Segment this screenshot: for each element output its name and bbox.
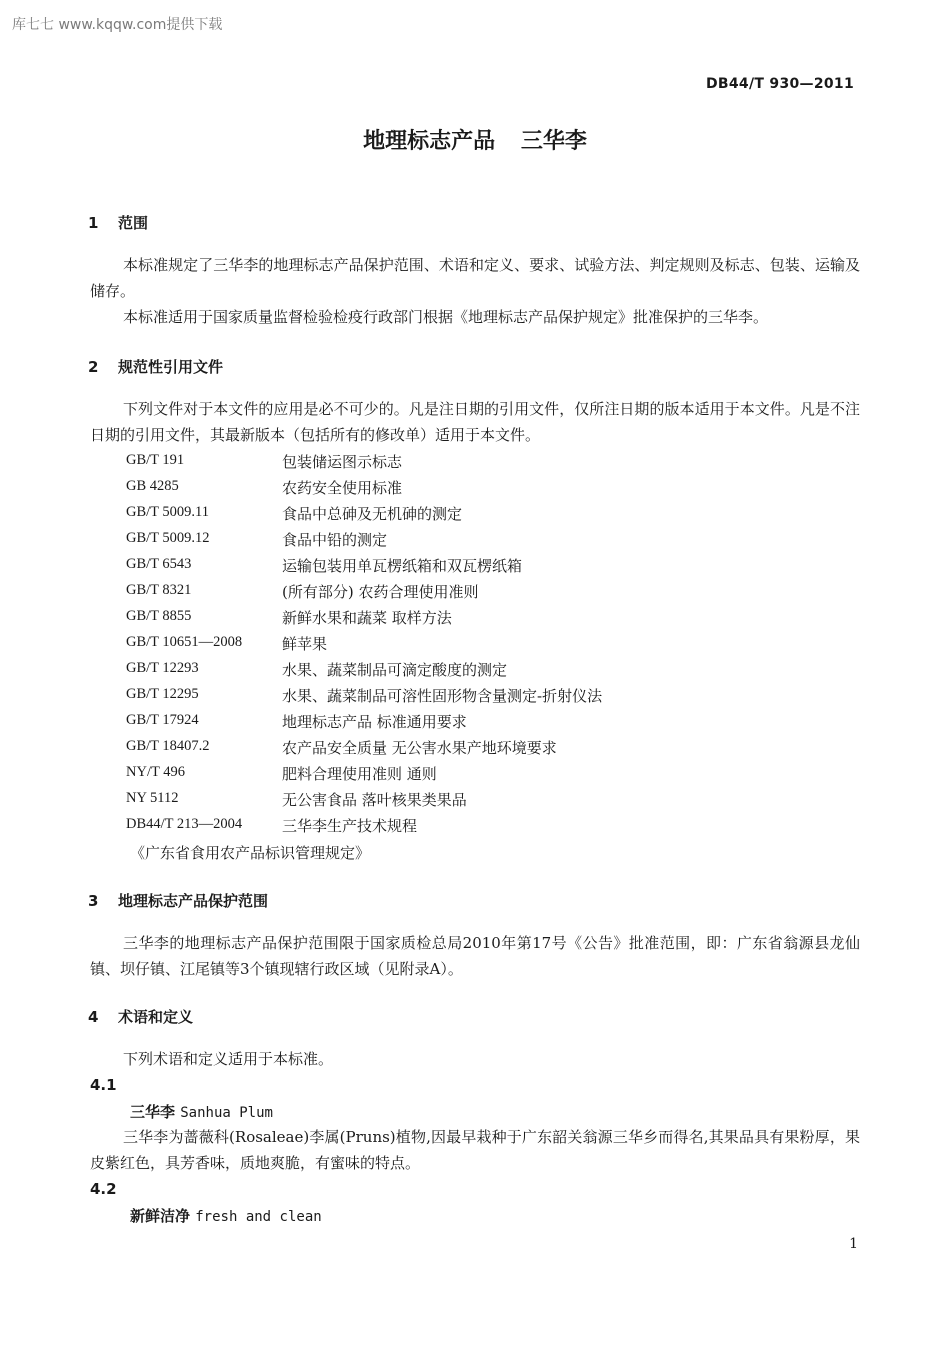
ref-code: GB/T 17924 (126, 712, 199, 728)
section-4-heading (88, 1006, 193, 1027)
term-zh: 新鲜洁净 (130, 1207, 191, 1225)
section-number: 4 (88, 1008, 99, 1026)
section-heading-text: 术语和定义 (118, 1008, 194, 1026)
document-number: DB44/T 930—2011 (706, 76, 854, 92)
section-1-paragraph-2: 本标准适用于国家质量监督检验检疫行政部门根据《地理标志产品保护规定》批准保护的三华李。 (123, 308, 769, 326)
ref-code: GB/T 8321 (126, 582, 192, 598)
section-number: 3 (88, 892, 99, 910)
page-title: 地理标志产品 三华李 (363, 129, 587, 154)
watermark-text: 库七七 www.kqqw.com提供下载 (12, 17, 223, 33)
ref-title: (所有部分) 农药合理使用准则 (282, 583, 479, 601)
term-definition: 三华李为蔷薇科(Rosaleae)李属(Pruns)植物,因最早栽种于广东韶关翁源三华乡而得名,其果品具有果粉厚，果皮紫红色，具芳香味，质地爽脆，有蜜味的特点。 (90, 1128, 860, 1172)
clause-number: 4.2 (90, 1180, 117, 1198)
clause-number: 4.1 (90, 1076, 117, 1094)
ref-title: 鲜苹果 (282, 635, 328, 653)
term-en: Sanhua Plum (180, 1105, 273, 1121)
ref-title: 地理标志产品 标准通用要求 (282, 713, 467, 731)
ref-code: GB/T 5009.11 (126, 504, 209, 520)
ref-code: DB44/T 213—2004 (126, 816, 243, 832)
ref-code: GB/T 5009.12 (126, 530, 210, 546)
ref-code: GB/T 12293 (126, 660, 199, 676)
section-3-paragraph: 三华李的地理标志产品保护范围限于国家质检总局2010年第17号《公告》批准范围，即：广东省翁源县龙仙镇、坝仔镇、江尾镇等3个镇现辖行政区域（见附录A）。 (90, 934, 860, 978)
ref-code: GB/T 12295 (126, 686, 199, 702)
term-zh: 三华李 (130, 1103, 176, 1121)
section-heading-text: 范围 (118, 214, 149, 232)
ref-code: NY 5112 (126, 790, 179, 806)
section-2-heading (88, 356, 223, 377)
ref-title: 水果、蔬菜制品可滴定酸度的测定 (282, 661, 508, 679)
term-en: fresh and clean (195, 1209, 322, 1225)
section-number: 1 (88, 214, 99, 232)
section-2-intro: 下列文件对于本文件的应用是必不可少的。凡是注日期的引用文件，仅所注日期的版本适用于本文件。凡是不注日期的引用文件，其最新版本（包括所有的修改单）适用于本文件。 (90, 400, 860, 444)
ref-title: 食品中总砷及无机砷的测定 (282, 505, 463, 523)
page-number: 1 (849, 1236, 858, 1252)
section-1-paragraph-1: 本标准规定了三华李的地理标志产品保护范围、术语和定义、要求、试验方法、判定规则及标志、包装、运输及储存。 (90, 256, 860, 300)
section-number: 2 (88, 358, 99, 376)
section-3-heading (88, 890, 268, 911)
ref-title: 食品中铅的测定 (282, 531, 388, 549)
section-4-intro: 下列术语和定义适用于本标准。 (123, 1050, 334, 1068)
ref-code: GB 4285 (126, 478, 179, 494)
ref-code: GB/T 10651—2008 (126, 634, 243, 650)
ref-title: 包装储运图示标志 (282, 453, 403, 471)
ref-title: 农药安全使用标准 (282, 479, 403, 497)
section-heading-text: 规范性引用文件 (118, 358, 224, 376)
ref-code: GB/T 6543 (126, 556, 192, 572)
term-heading (130, 1205, 322, 1226)
ref-title: 三华李生产技术规程 (282, 817, 418, 835)
ref-code: GB/T 191 (126, 452, 185, 468)
ref-title: 肥料合理使用准则 通则 (282, 765, 437, 783)
term-heading (130, 1101, 273, 1122)
ref-title: 无公害食品 落叶核果类果品 (282, 791, 467, 809)
ref-code: GB/T 18407.2 (126, 738, 210, 754)
ref-title: 农产品安全质量 无公害水果产地环境要求 (282, 739, 557, 757)
extra-reference: 《广东省食用农产品标识管理规定》 (130, 844, 371, 862)
ref-code: GB/T 8855 (126, 608, 192, 624)
ref-code: NY/T 496 (126, 764, 185, 780)
ref-title: 运输包装用单瓦楞纸箱和双瓦楞纸箱 (282, 557, 523, 575)
section-1-heading (88, 212, 148, 233)
section-heading-text: 地理标志产品保护范围 (118, 892, 269, 910)
ref-title: 新鲜水果和蔬菜 取样方法 (282, 609, 452, 627)
ref-title: 水果、蔬菜制品可溶性固形物含量测定-折射仪法 (282, 687, 603, 705)
